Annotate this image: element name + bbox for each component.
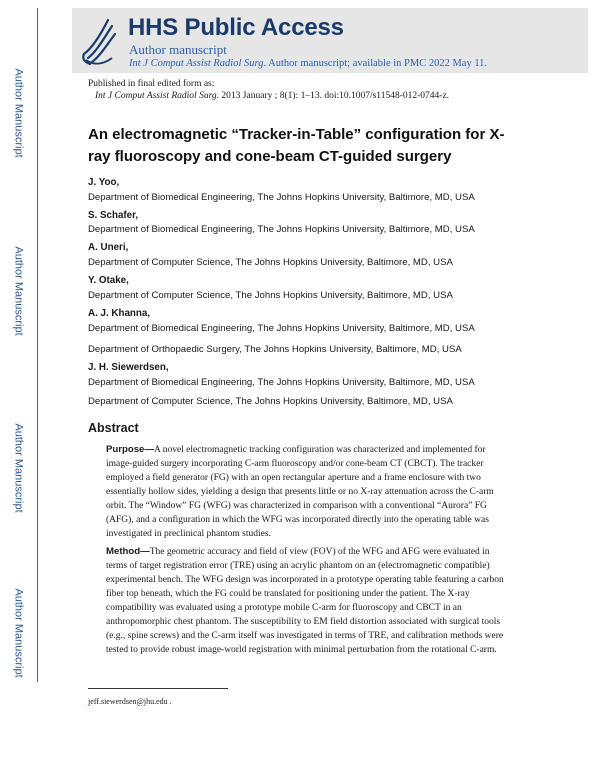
header-subtitle: Author manuscript — [129, 42, 227, 57]
author-affiliation: Department of Biomedical Engineering, The Johns Hopkins University, Baltimore, MD, USA — [88, 224, 475, 235]
header-title: HHS Public Access — [128, 14, 344, 41]
publication-citation: Int J Comput Assist Radiol Surg. 2013 January ; 8(1): 1–13. doi:10.1007/s11548-012-0744-z. — [95, 91, 450, 101]
author-name[interactable]: Y. Otake, — [88, 275, 129, 286]
footnote-rule — [88, 688, 228, 689]
author-affiliation: Department of Biomedical Engineering, The Johns Hopkins University, Baltimore, MD, USA — [88, 323, 475, 334]
author-affiliation: Department of Biomedical Engineering, The Johns Hopkins University, Baltimore, MD, USA — [88, 377, 475, 388]
author-name[interactable]: J. H. Siewerdsen, — [88, 362, 169, 373]
published-label: Published in final edited form as: — [88, 79, 215, 89]
author-name[interactable]: S. Schafer, — [88, 210, 139, 221]
author-name[interactable]: J. Yoo, — [88, 177, 120, 188]
article-title: An electromagnetic “Tracker-in-Table” configuration for X-ray fluoroscopy and cone-beam CT-guided surgery — [88, 126, 505, 165]
side-label-3: Author Manuscript — [13, 423, 26, 513]
author-affiliation: Department of Computer Science, The Johns Hopkins University, Baltimore, MD, USA — [88, 290, 453, 301]
author-affiliation: Department of Orthopaedic Surgery, The Johns Hopkins University, Baltimore, MD, USA — [88, 344, 462, 355]
header-citation: Int J Comput Assist Radiol Surg. Author manuscript; available in PMC 2022 May 11. — [129, 58, 488, 69]
footnote-email[interactable]: jeff.siewerdsen@jhu.edu . — [88, 697, 172, 706]
abstract-heading: Abstract — [88, 421, 139, 435]
author-name[interactable]: A. Uneri, — [88, 242, 129, 253]
author-affiliation: Department of Computer Science, The Johns Hopkins University, Baltimore, MD, USA — [88, 396, 453, 407]
abstract-purpose: Purpose—A novel electromagnetic tracking configuration was characterized and implemented for image-guided surgery incorporating C-arm fluoroscopy and/or cone-beam CT (CBCT). The tracker employed a field generator (FG) with an open rectangular aperture and a frame enclosure with two essentially hollow sides, yielding a design that presents little or no X-ray attenuation across the C-arm orbit. The “Window” FG (WFG) was characterized in comparison with a conventional “Aurora” FG (AFG), and a configuration in which the WFG was incorporated directly into the operating table was investigated in preclinical phantom studies. — [106, 444, 494, 539]
side-label-1: Author Manuscript — [13, 68, 26, 158]
hhs-eagle-logo-icon — [78, 14, 120, 68]
header-journal[interactable]: Int J Comput Assist Radiol Surg — [129, 58, 264, 69]
author-name[interactable]: A. J. Khanna, — [88, 308, 151, 319]
side-label-4: Author Manuscript — [13, 588, 26, 678]
author-affiliation: Department of Biomedical Engineering, The Johns Hopkins University, Baltimore, MD, USA — [88, 192, 475, 203]
author-affiliation: Department of Computer Science, The Johns Hopkins University, Baltimore, MD, USA — [88, 257, 453, 268]
side-label-2: Author Manuscript — [13, 246, 26, 336]
abstract-method: Method—The geometric accuracy and field of view (FOV) of the WFG and AFG were evaluated in terms of target registration error (TRE) using an acrylic phantom on an (electromagnetic compatible) experimental bench. The WFG design was incorporated in a prototype operating table featuring a carbon fiber top beneath, which the FG could be translated for positioning under the patient. The X-ray compatibility was evaluated using a prototype mobile C-arm for fluoroscopy and CBCT in an anthropomorphic chest phantom. The susceptibility to EM field distortion associated with surgical tools (e.g., spine screws) and the C-arm itself was investigated in terms of TRE, and calibration methods were tested to provide robust image-world registration with minimal perturbation from the rotational C-arm. — [106, 546, 504, 655]
